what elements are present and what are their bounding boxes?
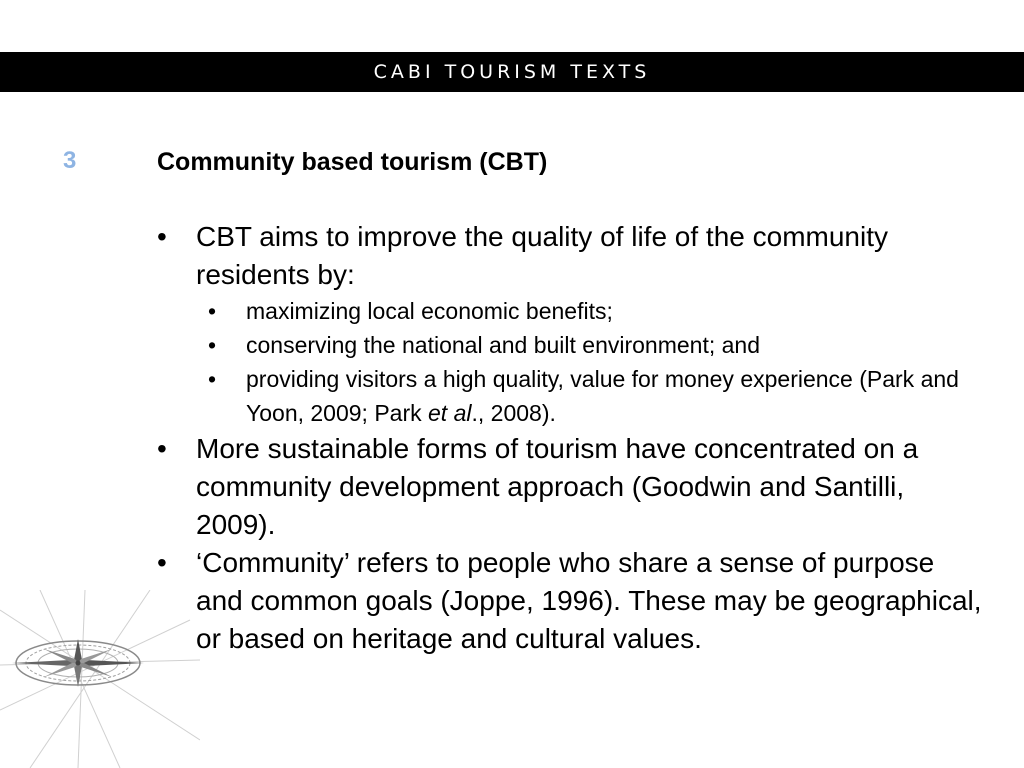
bullet-icon: • bbox=[208, 298, 217, 324]
sub-bullet-text-after: ., 2008). bbox=[471, 400, 556, 426]
sub-bullet-text: conserving the national and built environment; and bbox=[246, 332, 761, 358]
sub-bullet-list bbox=[208, 294, 987, 430]
compass-rose-icon bbox=[0, 590, 200, 768]
bullet-item bbox=[157, 430, 987, 544]
sub-bullet-text-before: providing visitors a high quality, value for money experience (Park and Yoon, 2009; Park bbox=[246, 366, 959, 426]
bullet-icon: • bbox=[208, 332, 217, 358]
bullet-icon: • bbox=[208, 366, 217, 392]
sub-bullet-text: maximizing local economic benefits; bbox=[246, 298, 613, 324]
bullet-icon: • bbox=[157, 547, 167, 578]
sub-bullet-item bbox=[208, 362, 987, 430]
slide-number: 3 bbox=[63, 147, 77, 174]
sub-bullet-item bbox=[208, 294, 987, 328]
bullet-item bbox=[157, 218, 987, 294]
bullet-text: CBT aims to improve the quality of life of the community residents by: bbox=[196, 221, 888, 290]
bullet-text: ‘Community’ refers to people who share a sense of purpose and common goals (Joppe, 1996). These may be geographical, or based on heritage and cultural values. bbox=[196, 547, 982, 654]
sub-bullet-text-italic: et al bbox=[428, 400, 472, 426]
bullet-text: More sustainable forms of tourism have concentrated on a community development approach (Goodwin and Santilli, 2009). bbox=[196, 433, 919, 540]
sub-bullet-item bbox=[208, 328, 987, 362]
sub-bullet-text bbox=[246, 366, 959, 426]
header-title: CABI TOURISM TEXTS bbox=[373, 61, 651, 83]
slide-title: Community based tourism (CBT) bbox=[157, 148, 548, 176]
slide-content bbox=[157, 218, 987, 658]
bullet-icon: • bbox=[157, 221, 167, 252]
bullet-item bbox=[157, 544, 987, 658]
header-bar bbox=[0, 52, 1024, 92]
bullet-icon: • bbox=[157, 433, 167, 464]
